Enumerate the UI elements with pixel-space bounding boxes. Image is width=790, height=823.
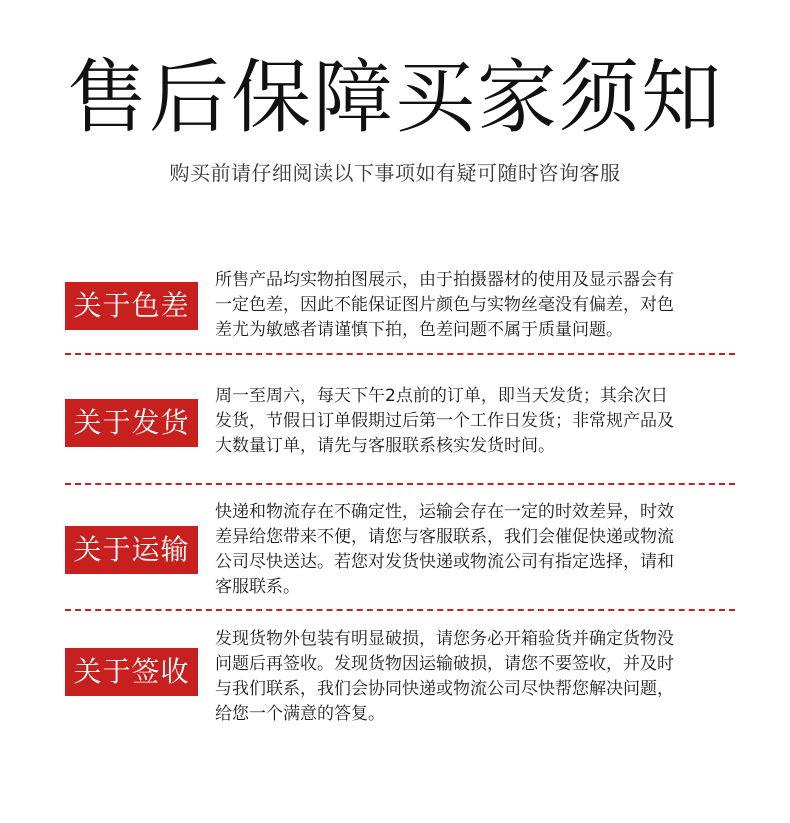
page-subtitle: 购买前请仔细阅读以下事项如有疑可随时咨询客服 <box>169 161 621 185</box>
text-line: 一定色差，因此不能保证图片颜色与实物丝毫没有偏差，对色 <box>215 295 674 315</box>
section-text-transport <box>215 500 737 600</box>
label-color-difference: 关于色差 <box>65 282 198 330</box>
section-transport <box>65 500 735 600</box>
label-sign-for: 关于签收 <box>65 648 198 696</box>
section-color-difference <box>65 268 735 348</box>
section-sign-for <box>65 627 735 727</box>
page-title: 售后保障买家须知 <box>67 51 723 144</box>
section-text-color-difference <box>215 268 737 343</box>
section-shipping <box>65 384 735 464</box>
text-line: 问题后再签收。发现货物因运输破损，请您不要签收，并及时 <box>215 654 674 674</box>
text-line: 周一至周六，每天下午2点前的订单，即当天发货；其余次日 <box>215 386 668 406</box>
text-line: 差尤为敏感者请谨慎下拍，色差问题不属于质量问题。 <box>215 320 623 340</box>
text-line: 差异给您带来不便，请您与客服联系，我们会催促快递或物流 <box>215 527 674 547</box>
section-text-sign-for <box>215 627 737 727</box>
text-line: 与我们联系，我们会协同快递或物流公司尽快帮您解决问题， <box>215 679 674 699</box>
text-line: 给您一个满意的答复。 <box>215 704 385 724</box>
section-divider <box>65 353 735 355</box>
text-line: 发现货物外包装有明显破损，请您务必开箱验货并确定货物没 <box>215 629 674 649</box>
text-line: 快递和物流存在不确定性，运输会存在一定的时效差异，时效 <box>215 502 674 522</box>
section-divider <box>65 483 735 485</box>
text-line: 大数量订单，请先与客服联系核实发货时间。 <box>215 436 555 456</box>
text-line: 公司尽快送达。若您对发货快递或物流公司有指定选择，请和 <box>215 552 674 572</box>
section-text-shipping <box>215 384 737 459</box>
section-divider <box>65 609 735 611</box>
label-shipping: 关于发货 <box>65 399 198 447</box>
text-line: 发货，节假日订单假期过后第一个工作日发货；非常规产品及 <box>215 411 674 431</box>
label-transport: 关于运输 <box>65 526 198 574</box>
text-line: 所售产品均实物拍图展示，由于拍摄器材的使用及显示器会有 <box>215 270 674 290</box>
text-line: 客服联系。 <box>215 577 300 597</box>
